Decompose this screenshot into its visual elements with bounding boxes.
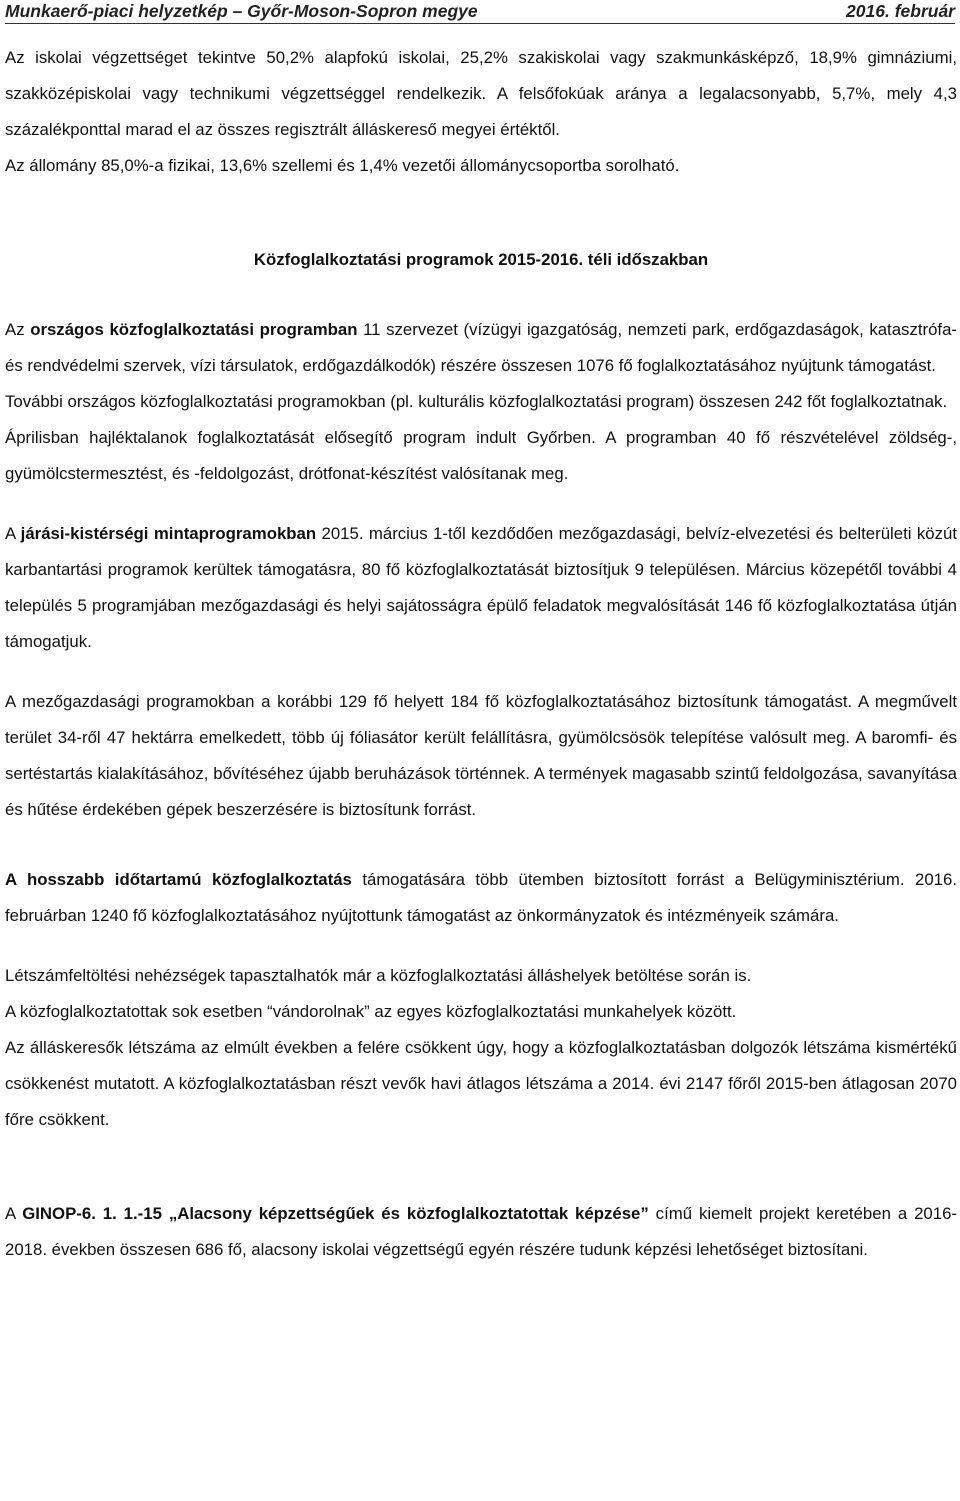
header-date: 2016. február xyxy=(846,1,955,21)
text-run: Az xyxy=(5,320,31,339)
paragraph-national-program xyxy=(5,312,957,384)
spacer xyxy=(5,660,957,684)
section-title: Közfoglalkoztatási programok 2015-2016. téli időszakban xyxy=(253,250,709,269)
spacer xyxy=(5,828,957,862)
spacer xyxy=(5,492,957,516)
text-run: 2015. március 1-től kezdődően mezőgazdasági, belvíz-elvezetési és belterületi közút karbantartási programok kerültek támogatásra, 80 fő közfoglalkoztatását biztosítjuk 9 településen. Március közepétől további 4 település 5 programjában mezőgazdasági és helyi sajátosságra épülő feladatok megvalósítását 146 fő közfoglalkoztatása útján támogatjuk. xyxy=(5,524,957,651)
text-run: A xyxy=(5,524,21,543)
paragraph-homeless-program: Áprilisban hajléktalanok foglalkoztatását elősegítő program indult Győrben. A programban 40 fő részvételével zöldség-, gyümölcstermesztést, és -feldolgozást, drótfonat-készítést valósítanak meg. xyxy=(5,428,957,483)
text-run: című kiemelt projekt keretében a 2016-2018. években összesen 686 fő, alacsony iskolai végzettségű egyén részére tudunk képzési lehetőséget biztosítani. xyxy=(5,1204,957,1259)
paragraph-wandering-workers: A közfoglalkoztatottak sok esetben “vándorolnak” az egyes közfoglalkoztatási munkahelyek között. xyxy=(5,1002,737,1021)
spacer xyxy=(5,934,957,958)
paragraph-ginop-project xyxy=(5,1196,957,1268)
paragraph-staff-groups: Az állomány 85,0%-a fizikai, 13,6% szellemi és 1,4% vezetői állománycsoportba sorolható. xyxy=(5,156,680,175)
spacer xyxy=(5,184,957,242)
header-title: Munkaerő-piaci helyzetkép – Győr-Moson-Sopron megye xyxy=(5,1,478,21)
bold-text: járási-kistérségi mintaprogramokban xyxy=(20,524,317,543)
paragraph-other-programs: További országos közfoglalkoztatási programokban (pl. kulturális közfoglalkoztatási program) összesen 242 főt foglalkoztatnak. xyxy=(5,392,948,411)
text-run: támogatására több ütemben biztosított forrást a Belügyminisztérium. 2016. februárban 1240 fő közfoglalkoztatásához nyújtottunk támogatást az önkormányzatok és intézményeik számára. xyxy=(5,870,957,925)
page-header xyxy=(5,0,955,22)
paragraph-jobseeker-numbers: Az álláskeresők létszáma az elmúlt években a felére csökkent úgy, hogy a közfoglalkoztatásban dolgozók létszáma kismértékű csökkenést mutatott. A közfoglalkoztatásban részt vevők havi átlagos létszáma a 2014. évi 2147 főről 2015-ben átlagosan 2070 főre csökkent. xyxy=(5,1038,957,1129)
bold-text: országos közfoglalkoztatási programban xyxy=(30,320,358,339)
text-run: A xyxy=(5,1204,23,1223)
spacer xyxy=(5,1138,957,1196)
paragraph-education: Az iskolai végzettséget tekintve 50,2% alapfokú iskolai, 25,2% szakiskolai vagy szakmunkásképző, 18,9% gimnáziumi, szakközépiskolai vagy technikumi végzettséggel rendelkezik. A felsőfokúak aránya a legalacsonyabb, 5,7%, mely 4,3 százalékponttal marad el az összes regisztrált álláskereső megyei értéktől. xyxy=(5,48,957,139)
bold-text: A hosszabb időtartamú közfoglalkoztatás xyxy=(5,870,352,889)
spacer xyxy=(5,278,957,312)
header-divider xyxy=(5,23,955,24)
paragraph-staffing-difficulties: Létszámfeltöltési nehézségek tapasztalhatók már a közfoglalkoztatási álláshelyek betöltése során is. xyxy=(5,966,752,985)
paragraph-pilot-programs xyxy=(5,516,957,660)
paragraph-agricultural-programs: A mezőgazdasági programokban a korábbi 129 fő helyett 184 fő közfoglalkoztatásához biztosítunk támogatást. A megművelt terület 34-ről 47 hektárra emelkedett, több új fóliasátor került felállításra, gyümölcsösök telepítése valósult meg. A baromfi- és sertéstartás kialakításához, bővítéséhez újabb beruházások történnek. A termények magasabb szintű feldolgozása, savanyítása és hűtése érdekében gépek beszerzésére is biztosítunk forrást. xyxy=(5,692,957,819)
document-body xyxy=(5,40,957,1268)
text-run: 11 szervezet (vízügyi igazgatóság, nemzeti park, erdőgazdaságok, katasztrófa- és rendvédelmi szervek, vízi társulatok, erdőgazdálkodók) részére összesen 1076 fő foglalkoztatásához nyújtunk támogatást. xyxy=(5,320,957,375)
paragraph-long-term-program xyxy=(5,862,957,934)
bold-text: GINOP-6. 1. 1.-15 „Alacsony képzettségűek és közfoglalkoztatottak képzése” xyxy=(22,1204,649,1223)
